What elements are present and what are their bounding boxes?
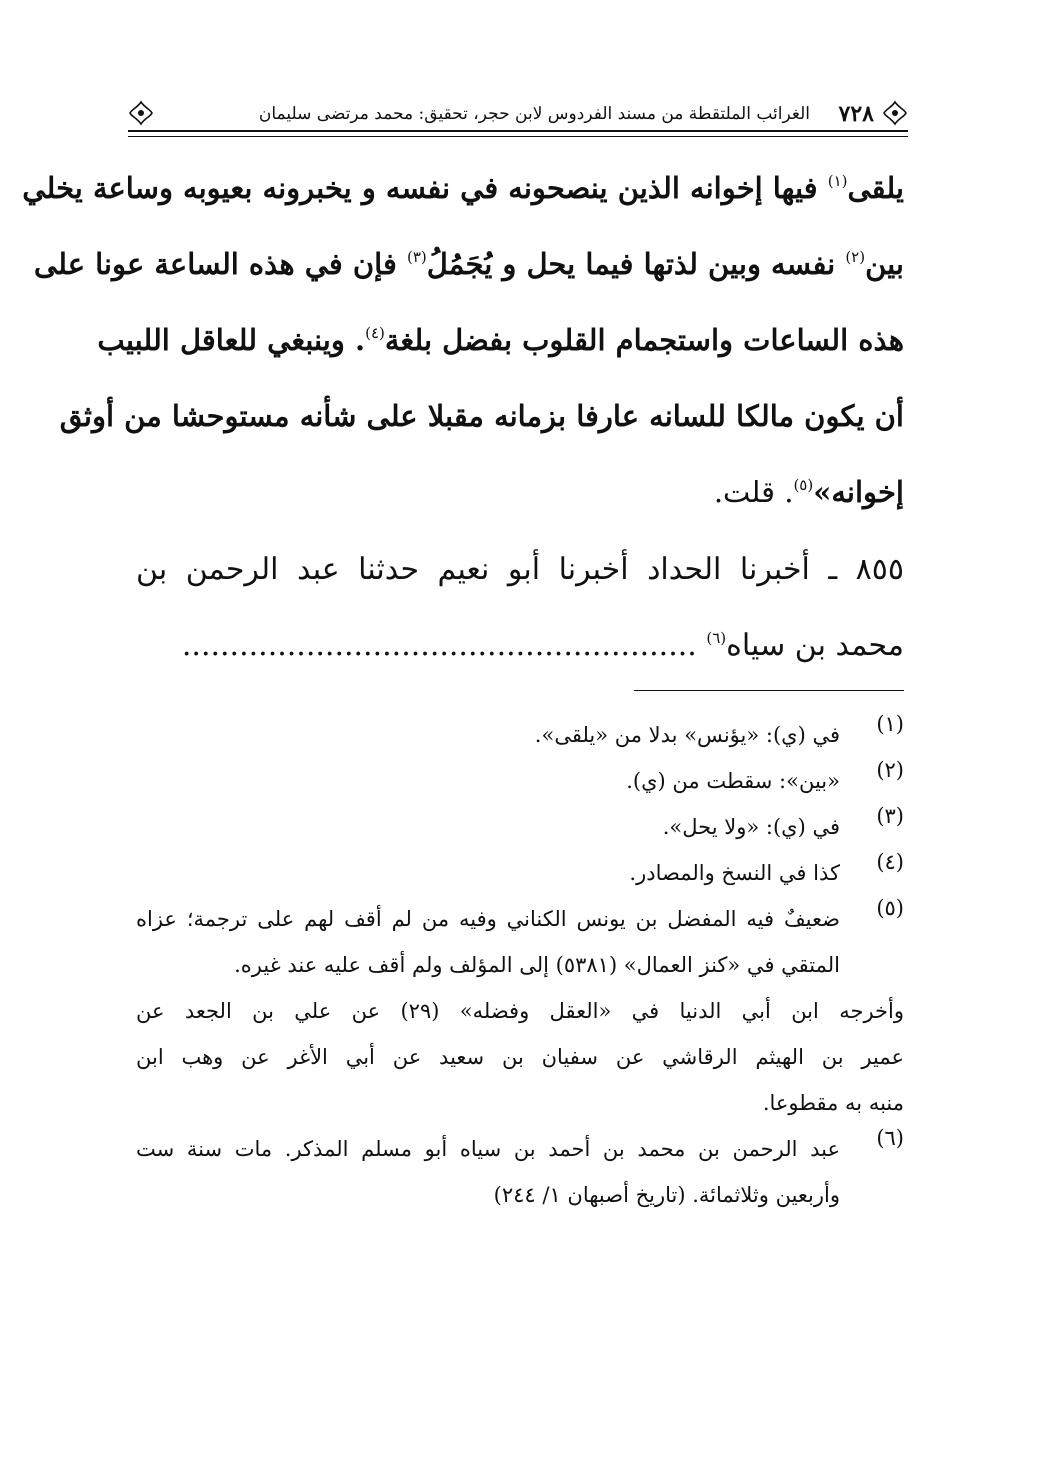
footnote-number: (٣) — [876, 804, 904, 828]
text-segment: . وينبغي للعاقل اللبيب — [97, 323, 366, 357]
footnote-marker: (٦) — [706, 629, 727, 647]
footnote-number: (٦) — [876, 1126, 904, 1150]
hadith-line: ٨٥٥ ـ أخبرنا الحداد أخبرنا أبو نعيم حدثنا عبد الرحمن بن — [136, 552, 904, 587]
hadith-line — [136, 608, 904, 684]
footnote — [136, 850, 904, 896]
ornament-icon — [882, 100, 908, 126]
ornament-icon — [128, 100, 154, 126]
text-segment: إخوانه» — [813, 475, 904, 509]
footnote — [136, 804, 904, 850]
footnote-line: كذا في النسخ والمصادر. — [629, 861, 840, 885]
footnote — [136, 712, 904, 758]
footnote-number: (٤) — [876, 850, 904, 874]
text-line — [136, 454, 904, 530]
text-segment: هذه الساعات واستجمام القلوب بفضل بلغة — [384, 323, 904, 357]
footnote-marker: (٤) — [365, 324, 385, 342]
footnote-line: منبه به مقطوعا. — [762, 1091, 904, 1115]
footnote — [136, 1126, 904, 1218]
page-number: ٧٢٨ — [838, 101, 874, 127]
footnotes — [136, 712, 904, 1218]
footnote-line: عمير بن الهيثم الرقاشي عن سفيان بن سعيد عن أبي الأغر عن وهب ابن — [136, 1045, 904, 1069]
footnote-line: في (ي): «يؤنس» بدلا من «يلقى». — [534, 723, 840, 747]
footnote-marker: (١) — [827, 172, 848, 190]
hadith-narrator: محمد بن سياه — [726, 628, 904, 663]
header-rule-thin — [128, 136, 908, 137]
footnote-line: «بين»: سقطت من (ي). — [626, 769, 840, 793]
text-segment: فيها إخوانه الذين ينصحونه في نفسه و يخبرونه بعيوبه وساعة يخلي — [22, 171, 828, 205]
footnote-line: في (ي): «ولا يحل». — [662, 815, 840, 839]
footnote-line: وأخرجه ابن أبي الدنيا في «العقل وفضله» (٢٩) عن علي بن الجعد عن — [136, 999, 904, 1023]
text-line — [22, 150, 904, 226]
running-header — [128, 96, 908, 140]
footnote — [136, 758, 904, 804]
footnote-marker: (٢) — [845, 248, 866, 266]
footnote — [136, 896, 904, 1126]
footnote-line: المتقي في «كنز العمال» (٥٣٨١) إلى المؤلف ولم أقف عليه عند غيره. — [234, 953, 840, 977]
footnote-marker: (٥) — [793, 476, 814, 494]
footnote-line: وأربعين وثلاثمائة. (تاريخ أصبهان ١/ ٢٤٤) — [493, 1183, 840, 1207]
text-segment: بين — [865, 247, 904, 281]
text-line — [97, 302, 904, 378]
footnote-number: (١) — [876, 712, 904, 736]
header-rule — [128, 130, 908, 132]
main-text — [22, 150, 904, 530]
footnote-separator — [634, 690, 904, 691]
text-segment: فإن في هذه الساعة عونا على — [33, 247, 407, 281]
running-title: الغرائب الملتقطة من مسند الفردوس لابن حجر، تحقيق: محمد مرتضى سليمان — [258, 104, 810, 124]
text-line — [59, 378, 904, 454]
omission-dots: ...................................................... — [181, 628, 697, 663]
text-segment: . قلت. — [713, 475, 794, 509]
text-segment: نفسه وبين لذتها فيما يحل و يُجَمُلُ — [426, 247, 846, 281]
text-segment: أن يكون مالكا للسانه عارفا بزمانه مقبلا على شأنه مستوحشا من أوثق — [59, 399, 904, 433]
footnote-number: (٥) — [876, 896, 904, 920]
footnote-marker: (٣) — [406, 248, 427, 266]
text-segment: يلقى — [847, 171, 904, 205]
text-line — [33, 226, 904, 302]
footnote-line: ضعيفٌ فيه المفضل بن يونس الكناني وفيه من لم أقف لهم على ترجمة؛ عزاه — [136, 907, 840, 931]
hadith-entry — [136, 532, 904, 684]
footnote-number: (٢) — [876, 758, 904, 782]
footnote-line: عبد الرحمن بن محمد بن أحمد بن سياه أبو مسلم المذكر. مات سنة ست — [136, 1137, 840, 1161]
